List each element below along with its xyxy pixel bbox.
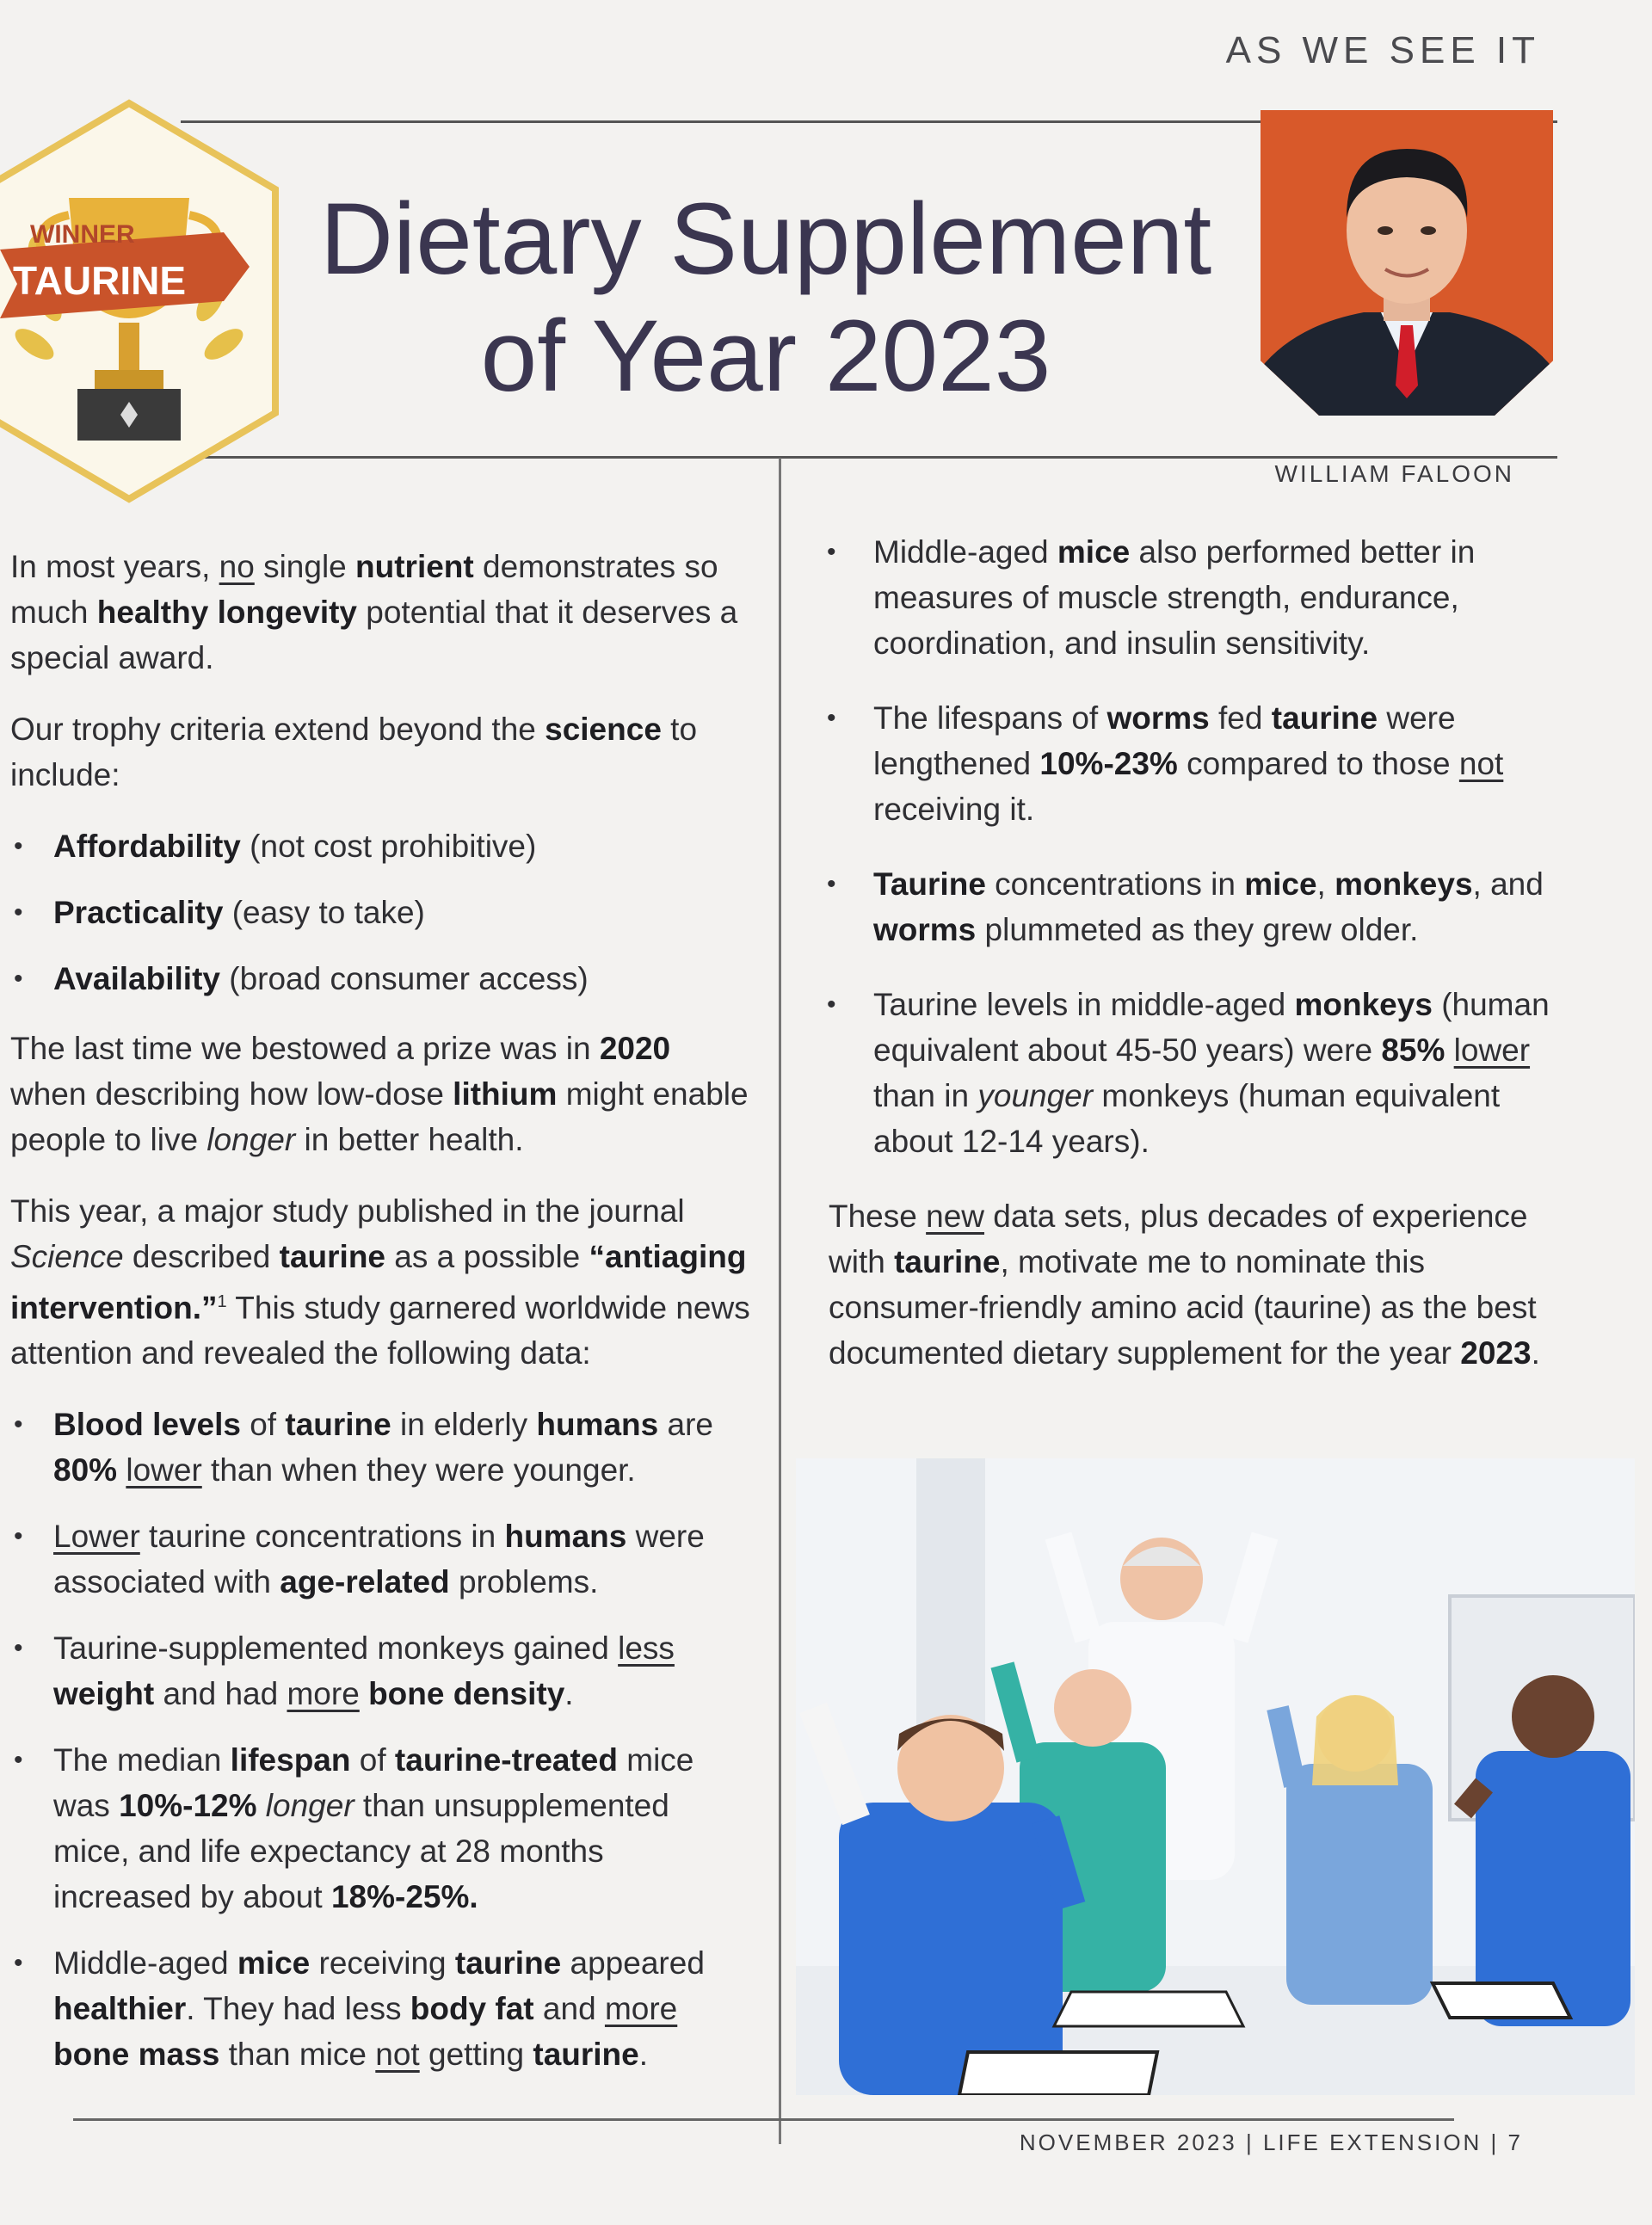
prize-history-paragraph: The last time we bestowed a prize was in 2020 when describing how low-dose lithium might enable people to live longer in better health.: [10, 1031, 749, 1157]
criteria-intro: Our trophy criteria extend beyond the science to include:: [10, 712, 698, 792]
page-footer: NOVEMBER 2023 | LIFE EXTENSION | 7: [1019, 2129, 1523, 2155]
finding-item: • Taurine levels in middle-aged monkeys (human equivalent about 45-50 years) were 85% lower than in younger monkeys (human equivalent about 12-14 years).: [822, 982, 1553, 1164]
criteria-item: • Practicality (easy to take): [10, 890, 750, 935]
finding-item: • Blood levels of taurine in elderly humans are 80% lower than when they were younger.: [10, 1402, 750, 1493]
winner-badge: [0, 95, 293, 508]
title-line-1: Dietary Supplement: [319, 182, 1212, 296]
author-name: WILLIAM FALOON: [1274, 460, 1514, 487]
finding-item: • Middle-aged mice receiving taurine appeared healthier. They had less body fat and more bone mass than mice not getting taurine.: [10, 1940, 750, 2077]
badge-winner-text: WINNER: [30, 220, 135, 249]
finding-item: • Lower taurine concentrations in humans were associated with age-related problems.: [10, 1513, 750, 1605]
criteria-item: • Availability (broad consumer access): [10, 956, 750, 1002]
left-column: [10, 544, 750, 2101]
header-bottom-rule: [189, 456, 1557, 459]
study-paragraph: This year, a major study published in the journal Science described taurine as a possible “antiaging intervention.”$^1$ This study garnered worldwide news attention and revealed the following data:: [10, 1193, 750, 1371]
section-label: AS WE SEE IT: [1225, 29, 1540, 71]
column-divider: [779, 458, 781, 2144]
finding-item: • Middle-aged mice also performed better in measures of muscle strength, endurance, coordination, and insulin sensitivity.: [822, 529, 1553, 666]
title-line-2: of Year 2023: [480, 299, 1051, 413]
finding-item: • The median lifespan of taurine-treated mice was 10%-12% longer than unsupplemented mice, and life expectancy at 28 months increased by about 18%-25%.: [10, 1737, 750, 1920]
finding-item: • Taurine-supplemented monkeys gained less weight and had more bone density.: [10, 1625, 750, 1717]
findings-list-continued: [822, 529, 1553, 1164]
bottom-rule: [73, 2118, 1454, 2121]
criteria-list: [10, 823, 750, 1002]
intro-paragraph: In most years, no single nutrient demonstrates so much healthy longevity potential that it deserves a special award.: [10, 549, 738, 675]
findings-list: [10, 1402, 750, 2077]
badge-ribbon-text: TAURINE: [13, 258, 187, 303]
finding-item: • The lifespans of worms fed taurine were lengthened 10%-23% compared to those not receiving it.: [822, 695, 1553, 832]
closing-paragraph: These new data sets, plus decades of experience with taurine, motivate me to nominate this consumer-friendly amino acid (taurine) as the best documented dietary supplement for the year 2023.: [829, 1199, 1540, 1371]
criteria-item: • Affordability (not cost prohibitive): [10, 823, 750, 869]
author-portrait: [1261, 110, 1553, 416]
page-title: [284, 181, 1248, 415]
finding-item: • Taurine concentrations in mice, monkeys, and worms plummeted as they grew older.: [822, 861, 1553, 952]
celebrating-doctors-photo: [796, 1458, 1635, 2095]
right-column: [822, 529, 1553, 1402]
